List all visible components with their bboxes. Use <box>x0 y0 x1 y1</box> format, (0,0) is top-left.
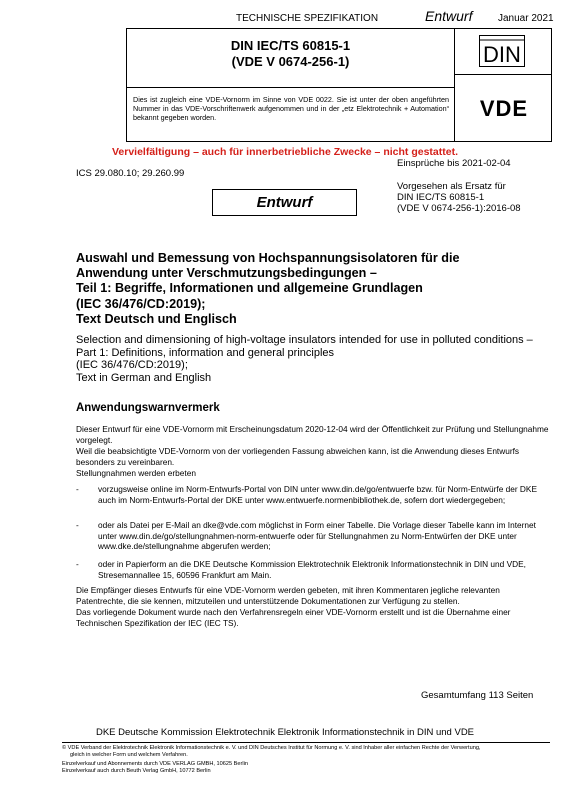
usage-para-2: Weil die beabsichtigte VDE-Vornorm von der vorliegenden Fassung abweichen kann, ist die Anwendung dieses Entwurfs besonders zu vereinbaren. <box>76 446 520 467</box>
title-german-line: Auswahl und Bemessung von Hochspannungsisolatoren für die <box>76 251 460 265</box>
title-german-line: (IEC 36/476/CD:2019); <box>76 296 206 311</box>
usage-para-5: Das vorliegende Dokument wurde nach den Verfahrensregeln einer VDE-Vornorm erstellt und ist die Übernahme einer Technischen Spezifikation der IEC (IEC TS). <box>76 607 511 628</box>
bullet-dash: - <box>76 520 79 530</box>
footer-sales-beuth: Einzelverkauf auch durch Beuth Verlag GmbH, 10772 Berlin <box>62 768 211 774</box>
draft-label: Entwurf <box>425 8 473 24</box>
list-item <box>76 484 550 518</box>
svg-text:VDE: VDE <box>479 97 529 119</box>
usage-para-3: Stellungnahmen werden erbeten <box>76 468 196 478</box>
title-english-line: Text in German and English <box>76 371 212 384</box>
issue-date: Januar 2021 <box>498 13 554 24</box>
draft-stamp: Entwurf <box>212 189 357 216</box>
copy-warning: Vervielfältigung – auch für innerbetriebliche Zwecke – nicht gestattet. <box>111 146 458 158</box>
bullet-dash: - <box>76 559 79 569</box>
bullet-text: oder in Papierform an die DKE Deutsche Kommission Elektrotechnik Elektronik Informationstechnik in DIN und VDE, Stresemannallee 15, 60596 Frankfurt am Main. <box>98 559 526 580</box>
usage-para-1: Dieser Entwurf für eine VDE-Vornorm mit Erscheinungsdatum 2020-12-04 wird der Öffentlichkeit zur Prüfung und Stellungnahme vorgelegt. <box>76 424 549 445</box>
replacement-line1: Vorgesehen als Ersatz für <box>397 181 506 192</box>
footer-rule <box>62 742 550 743</box>
title-german-line: Text Deutsch und Englisch <box>76 311 237 326</box>
bullet-text: oder als Datei per E-Mail an dke@vde.com möglichst in Form einer Tabelle. Die Vorlage dieser Tabelle kann im Internet unter www.din.de/go/stellungnahmen-norm-entwuerfe oder für Stellungnahmen zu Norm-Entwürfen der DKE unter www.dke.de/stellungnahme abgerufen werden; <box>98 520 536 552</box>
footer-copyright-cont: gleich in welcher Form und welchem Verfahren. <box>70 752 188 758</box>
list-item <box>76 559 550 581</box>
page-header <box>0 8 570 26</box>
total-pages: Gesamtumfang 113 Seiten <box>421 690 534 701</box>
bullet-text: vorzugsweise online im Norm-Entwurfs-Portal von DIN unter www.din.de/go/entwuerfe bzw. für Norm-Entwürfe der DKE auch im Norm-Entwurfs-Portal der DKE unter www.entwuerfe.normenbibliothek.de, sofern dort wiedergegeben; <box>98 484 537 505</box>
vde-logo-icon <box>468 97 540 119</box>
spec-label: TECHNISCHE SPEZIFIKATION <box>236 13 379 24</box>
vde-note: Dies ist zugleich eine VDE-Vornorm im Sinne von VDE 0022. Sie ist unter der oben angeführten Nummer in das VDE-Vorschriftenwerk aufgenommen und in der „etz Elektrotechnik + Automation“ bekannt gegeben worden. <box>133 95 449 122</box>
document-number: DIN IEC/TS 60815-1 <box>230 38 351 53</box>
bullet-dash: - <box>76 484 79 494</box>
list-item <box>76 520 550 554</box>
replacement-line3: (VDE V 0674-256-1):2016-08 <box>397 203 521 214</box>
dke-line: DKE Deutsche Kommission Elektrotechnik Elektronik Informationstechnik in DIN und VDE <box>95 727 475 738</box>
usage-para-4: Die Empfänger dieses Entwurfs für eine VDE-Vornorm werden gebeten, mit ihren Kommentaren jegliche relevanten Patentrechte, die sie kennen, mitzuteilen und unterstützende Dokumentationen zur Verfügung zu stellen. <box>76 585 500 606</box>
box-divider-vertical <box>454 29 455 141</box>
box-divider-left <box>127 87 454 88</box>
footer-copyright: © VDE Verband der Elektrotechnik Elektronik Informationstechnik e. V. und DIN Deutsches Institut für Normung e. V. sind Inhaber aller einfachen Rechte der Verwertung, <box>62 745 481 751</box>
box-divider-right <box>454 74 552 75</box>
title-german <box>76 251 516 327</box>
svg-text:DIN: DIN <box>483 42 521 67</box>
din-logo-icon <box>479 35 525 67</box>
title-english <box>76 334 546 384</box>
ics-code: ICS 29.080.10; 29.260.99 <box>76 168 185 179</box>
title-german-line: Anwendung unter Verschmutzungsbedingungen – <box>76 266 377 281</box>
title-english-line: Selection and dimensioning of high-voltage insulators intended for use in polluted conditions – <box>76 334 533 346</box>
title-english-line: (IEC 36/476/CD:2019); <box>76 359 188 372</box>
title-german-line: Teil 1: Begriffe, Informationen und allgemeine Grundlagen <box>76 281 423 296</box>
replacement-line2: DIN IEC/TS 60815-1 <box>397 192 485 203</box>
footer-sales-vde: Einzelverkauf und Abonnements durch VDE VERLAG GMBH, 10625 Berlin <box>62 761 248 767</box>
vde-number: (VDE V 0674-256-1) <box>231 54 350 69</box>
objection-deadline: Einsprüche bis 2021-02-04 <box>397 158 511 169</box>
usage-warning-heading: Anwendungswarnvermerk <box>76 402 220 414</box>
title-english-line: Part 1: Definitions, information and general principles <box>76 346 335 359</box>
document-id-box <box>126 28 552 142</box>
